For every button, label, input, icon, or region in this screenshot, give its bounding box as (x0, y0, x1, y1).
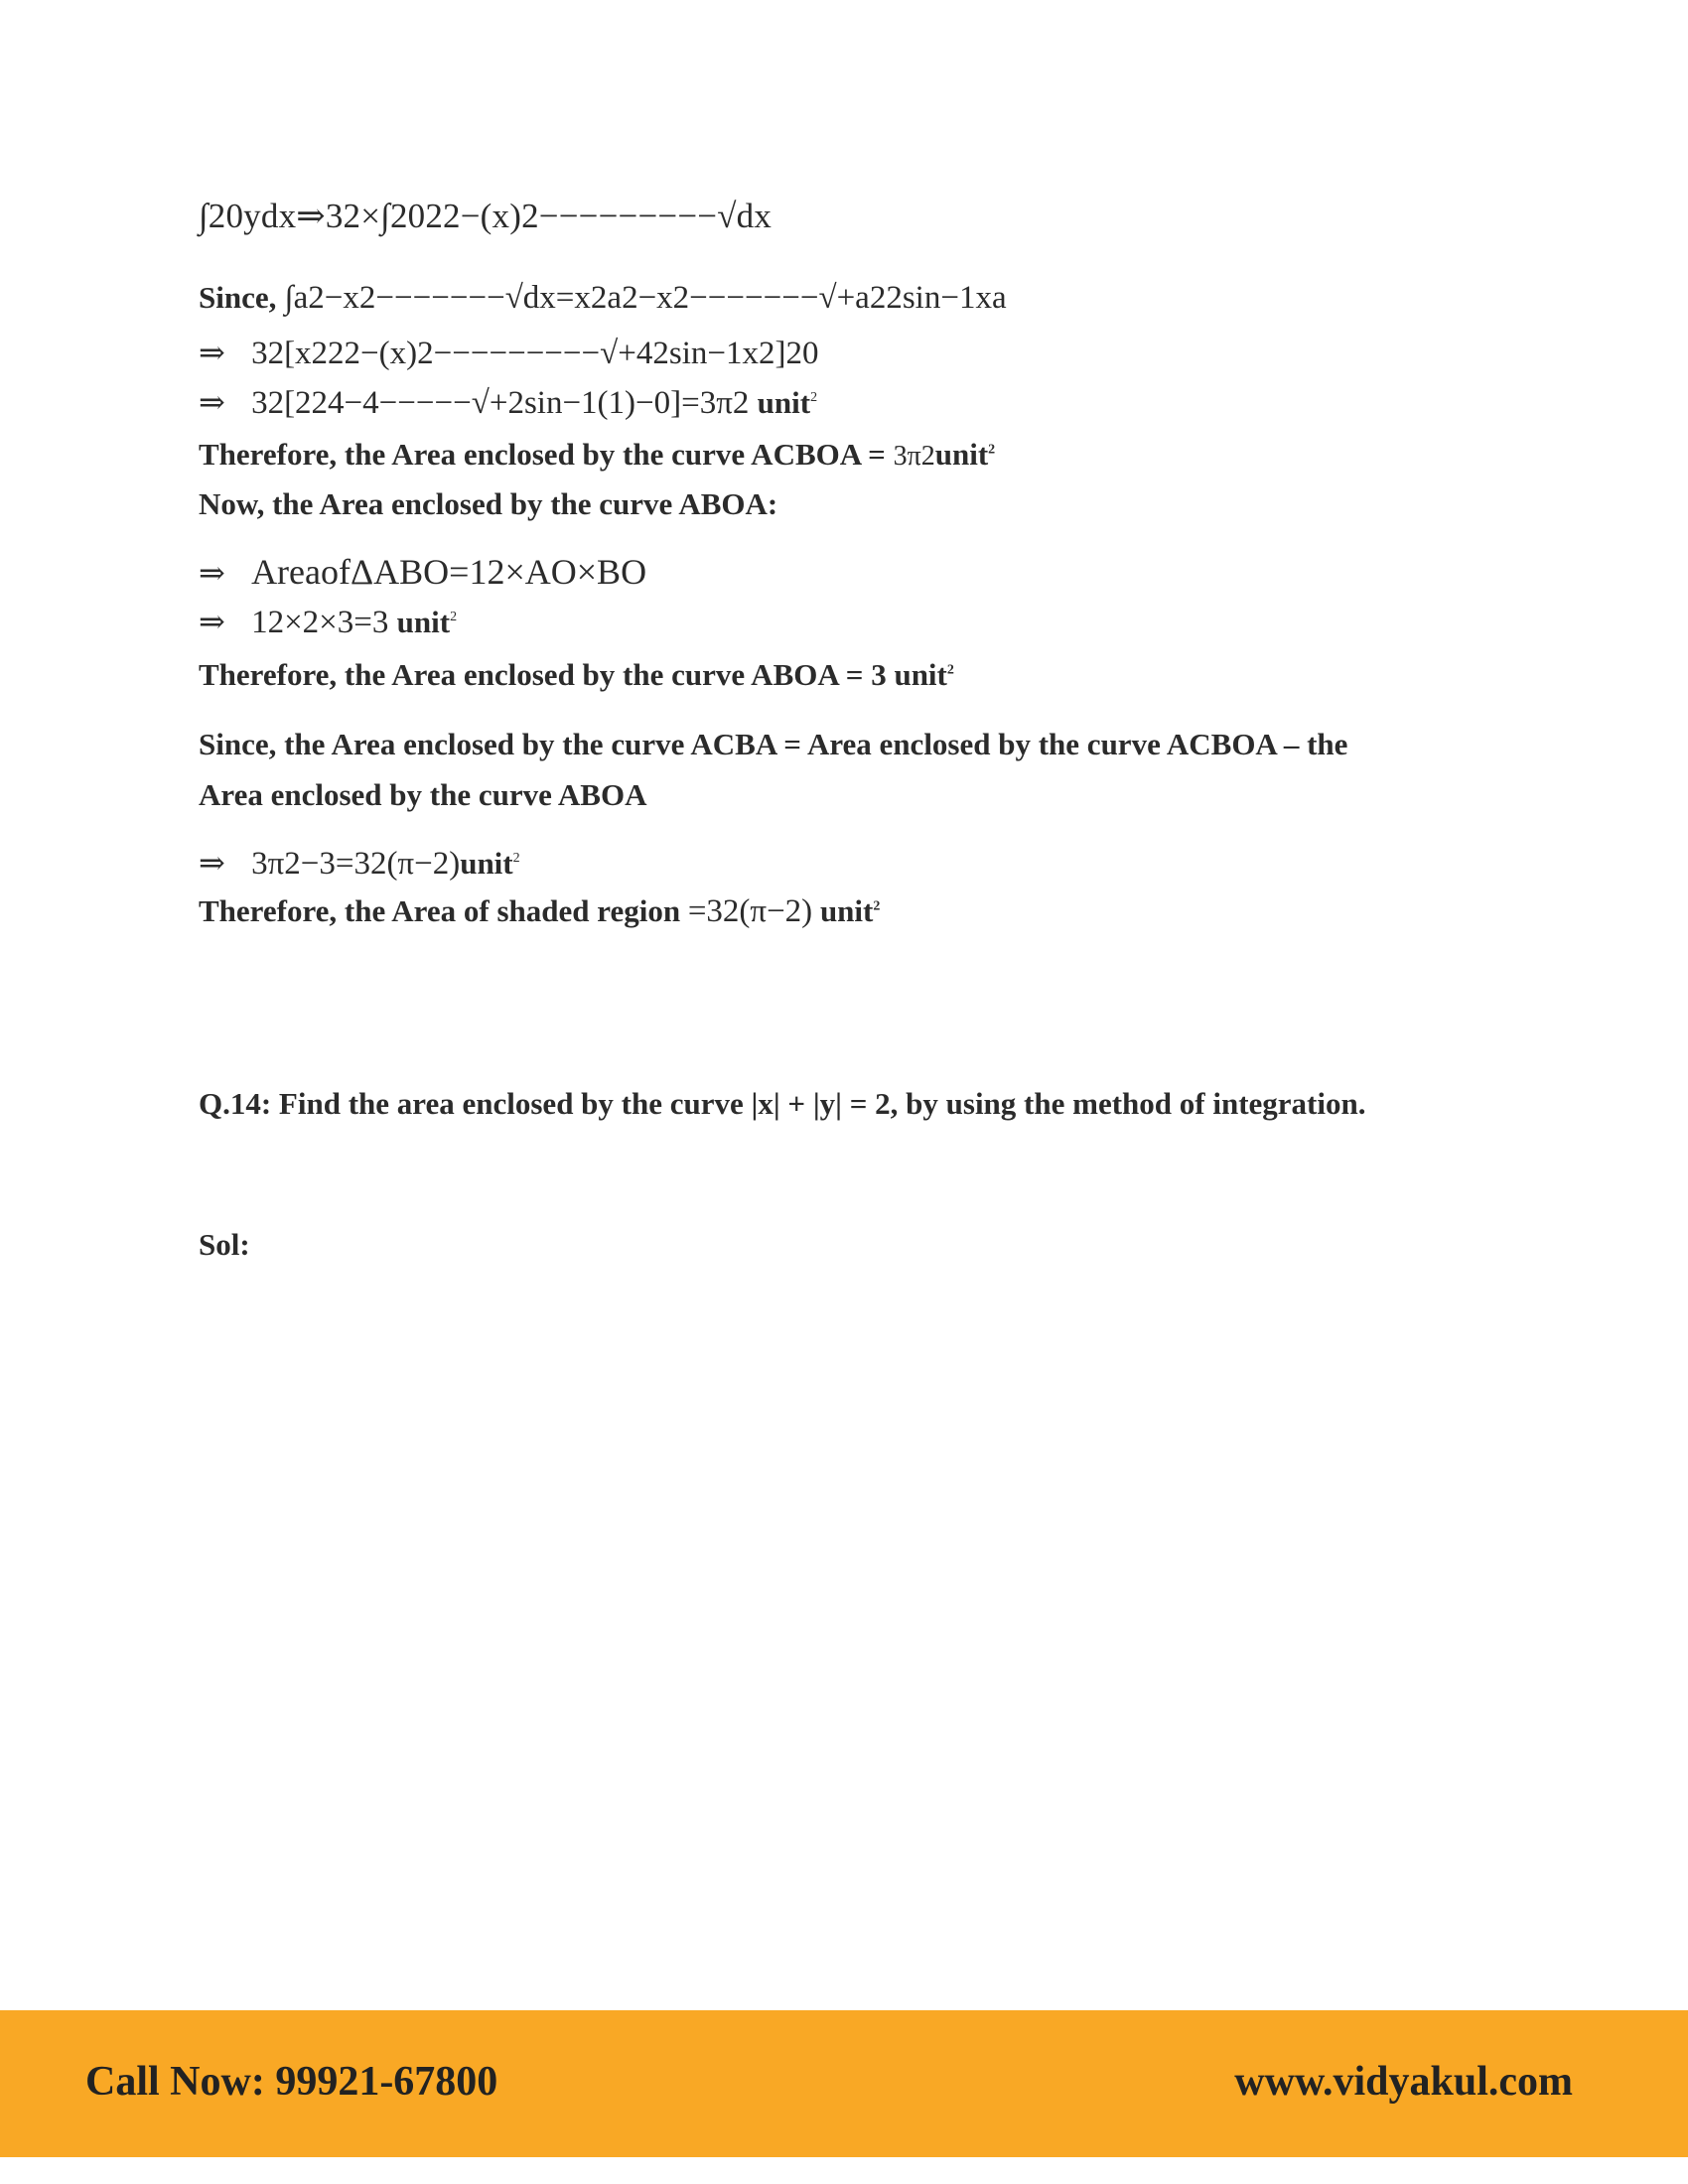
unit-label: unit (396, 605, 451, 639)
squared-superscript: 2 (873, 898, 881, 914)
triangle-area-line (199, 551, 646, 593)
since-formula-line (199, 280, 1007, 317)
now-area-text: Now, the Area enclosed by the curve ABOA: (199, 486, 778, 521)
unit-label: unit (757, 385, 811, 420)
implies-arrow-icon: ⇒ (199, 845, 225, 881)
triangle-area-formula: AreaofΔABO=12×AO×BO (251, 552, 647, 592)
squared-superscript: 2 (512, 851, 520, 866)
shaded-region-value: =32(π−2) (687, 893, 813, 929)
integral-line-1 (199, 197, 772, 236)
question-14 (199, 1086, 1365, 1122)
triangle-value-line (199, 603, 457, 641)
unit-label: unit (934, 437, 989, 472)
unit-label: unit (460, 846, 513, 881)
unit-label: unit (819, 893, 874, 928)
now-area-line (199, 486, 777, 522)
implies-arrow-icon: ⇒ (199, 384, 225, 420)
since-acba-line (199, 727, 1347, 762)
since-acba-text: Since, the Area enclosed by the curve ACBA = Area enclosed by the curve ACBOA – the (199, 727, 1348, 761)
solution-label-text: Sol: (199, 1227, 250, 1262)
since-label: Since, (199, 280, 277, 315)
triangle-value-expression: 12×2×3=3 (251, 605, 389, 640)
area-aboa-text: Therefore, the Area enclosed by the curve ABOA = 3 unit (199, 657, 947, 692)
call-now-text[interactable]: Call Now: 99921-67800 (85, 2059, 498, 2105)
squared-superscript: 2 (946, 662, 954, 678)
footer-bar (0, 2010, 1688, 2157)
implies-arrow-icon: ⇒ (199, 335, 225, 370)
squared-superscript: 2 (450, 610, 458, 624)
implies-arrow-icon: ⇒ (199, 604, 225, 639)
difference-expression: 3π2−3=32(π−2) (251, 846, 461, 882)
area-acboa-value: 3π2 (893, 441, 935, 472)
standard-integral-formula: ∫a2−x2−−−−−−−√dx=x2a2−x2−−−−−−−√+a22sin−1xa (284, 280, 1007, 316)
step-line-1 (199, 334, 818, 372)
difference-line (199, 844, 520, 883)
implies-arrow-icon: ⇒ (199, 555, 225, 591)
area-aboa-continuation (199, 777, 646, 813)
area-acboa-text: Therefore, the Area enclosed by the curve ACBOA = (199, 437, 886, 472)
area-acboa-line (199, 437, 995, 473)
squared-superscript: 2 (988, 442, 996, 458)
shaded-region-text: Therefore, the Area of shaded region (199, 893, 681, 928)
integral-expression: ∫20ydx⇒32×∫2022−(x)2−−−−−−−−−√dx (199, 197, 773, 235)
step-expression-1: 32[x222−(x)2−−−−−−−−−√+42sin−1x2]20 (251, 336, 819, 371)
step-expression-2: 32[224−4−−−−−√+2sin−1(1)−0]=3π2 (251, 385, 750, 421)
area-aboa-continuation-text: Area enclosed by the curve ABOA (199, 777, 647, 812)
website-link[interactable]: www.vidyakul.com (1234, 2059, 1573, 2105)
area-aboa-line (199, 657, 954, 693)
question-14-text: Q.14: Find the area enclosed by the curve |x| + |y| = 2, by using the method of integration. (199, 1086, 1366, 1121)
step-line-2 (199, 383, 817, 422)
solution-label (199, 1227, 250, 1263)
shaded-region-line (199, 893, 880, 930)
squared-superscript: 2 (810, 390, 818, 405)
